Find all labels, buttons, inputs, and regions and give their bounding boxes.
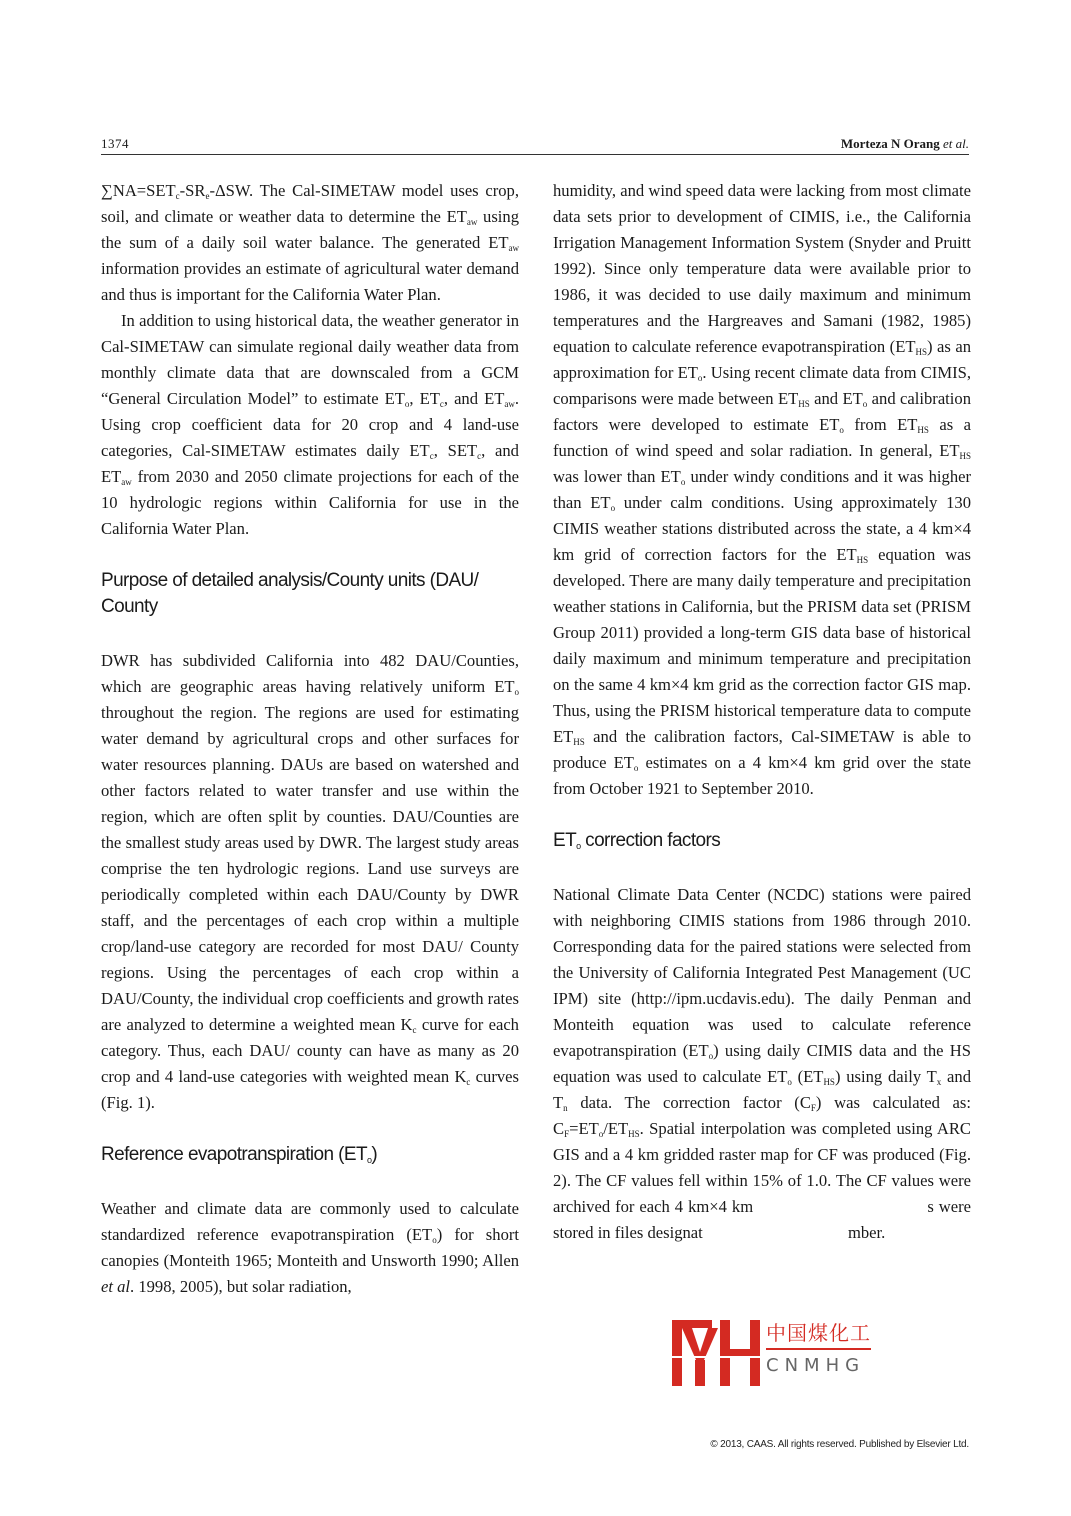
text: curve for each category. Thus, each DAU/ county can have as many as 20 crop and 4 land-use categories with weighted mean K [101,1015,519,1086]
text: estimates on a 4 km×4 km grid over the state from October 1921 to September 2010. [553,753,971,798]
text: In addition to using historical data, the weather generator in Cal-SIMETAW can simulate regional daily weather data from monthly climate data that are downscaled from a GCM “General Circulation Model” to estimate ET [101,311,519,408]
left-column [101,178,519,1300]
subscript: HS [798,399,810,409]
text: -SR [179,181,206,200]
subscript: HS [823,1077,835,1087]
text: =ET [569,1119,599,1138]
text-occluded: s were stored in files designat [553,1197,976,1242]
subscript: o [514,687,519,697]
subscript: x [936,1077,942,1087]
subscript: o [576,841,581,851]
subscript: o [598,1129,604,1139]
subscript: HS [917,425,929,435]
text: , SET [433,441,478,460]
text: and ET [809,389,863,408]
paragraph-sigma-na [101,178,519,308]
running-header [101,134,969,155]
copyright-footer: © 2013, CAAS. All rights reserved. Published by Elsevier Ltd. [710,1439,969,1450]
subscript: F [810,1103,816,1113]
text: , ET [409,389,440,408]
text: throughout the region. The regions are used for estimating water demand by agricultural crops and other surfaces for water resources planning. DAUs are based on watershed and other factors related to water transfer and use within the region, which are often split by counties. DAU/Counties are the smallest study areas used by DWR. The largest study areas comprise the ten hydrologic regions. Land use surveys are periodically completed within each DAU/County by DWR staff, and the percentages of each crop within a multiple crop/land-use category are recorded for most DAU/ County regions. Using the percentages of each crop within a DAU/County, the individual crop coefficients and growth rates are analyzed to determine a weighted mean K [101,703,519,1034]
spacer [101,620,519,648]
spacer [553,854,971,882]
text: from 2030 and 2050 climate projections for each of the 10 hydrologic regions within California for use in the California Water Plan. [101,467,519,538]
subscript: o [680,477,686,487]
text: equation was developed. There are many daily temperature and precipitation weather stations in California, but the PRISM data set (PRISM Group 2011) provided a long-term GIS data base of historical daily maximum and minimum temperature and precipitation on the same 4 km×4 km grid as the correction factor GIS map. Thus, using the PRISM historical temperature data to compute ET [553,545,972,746]
text: . Spatial interpolation was completed using ARC GIS and a 4 km gridded raster map for CF was produced (Fig. 2). The CF values fell within 15% of 1.0. The CF values were archived for each 4 km×4 km [553,1119,971,1216]
text: ) was calculated as: C [553,1093,971,1138]
text: and T [553,1067,971,1112]
paragraph-dau-counties [101,648,519,1116]
spacer [553,802,971,828]
text: /ET [603,1119,629,1138]
spacer [101,1116,519,1142]
subscript: e [205,191,210,201]
subscript: HS [628,1129,640,1139]
text: DWR has subdivided California into 482 DAU/Counties, which are geographic areas having relatively uniform ET [101,651,519,696]
text: Weather and climate data are commonly used to calculate standardized reference evapotranspiration (ET [101,1199,519,1244]
subscript: o [366,1155,372,1165]
text-occluded: mber. [702,1223,886,1242]
subscript: c [466,1077,471,1087]
section-heading-dau-county: Purpose of detailed analysis/County units (DAU/ County [101,570,479,617]
text: , and ET [443,389,505,408]
subscript: n [563,1103,568,1113]
subscript: c [175,191,180,201]
subscript: c [429,451,434,461]
watermark-divider [766,1348,871,1350]
subscript: o [862,399,868,409]
subscript: o [697,373,703,383]
text: ) [371,1144,378,1165]
subscript: aw [508,243,519,253]
text: . Using crop coefficient data for 20 crop and 4 land-use categories, Cal-SIMETAW estimates daily ET [101,389,519,460]
spacer [101,542,519,568]
subscript: c [412,1025,417,1035]
paragraph-ncdc [553,882,976,1246]
text: ET [553,830,577,851]
text: (ET [791,1067,824,1086]
subscript: o [432,1235,437,1245]
text: from ET [843,415,918,434]
section-heading-reference-et [101,1142,519,1168]
subscript: o [610,503,616,513]
text: -ΔSW. The Cal-SIMETAW model uses crop, soil, and climate or weather data to determine the ET [101,181,519,226]
text: . Using recent climate data from CIMIS, comparisons were made between ET [553,363,971,408]
text: information provides an estimate of agricultural water demand and thus is important for the California Water Plan. [101,259,519,304]
subscript: HS [915,347,927,357]
authors-text: Morteza N Orang [840,136,940,151]
text: data. The correction factor (C [567,1093,811,1112]
subscript: HS [856,555,869,565]
paragraph-weather-climate [101,1196,519,1300]
text: was lower than ET [553,467,681,486]
subscript: aw [504,399,515,409]
subscript: F [564,1129,570,1139]
subscript: HS [573,737,585,747]
subscript: HS [959,451,971,461]
text: ) using daily T [834,1067,937,1086]
text: under windy conditions and it was higher than ET [553,467,972,512]
running-authors [841,136,969,152]
text: as a function of wind speed and solar radiation. In general, ET [553,415,971,460]
text: . 1998, 2005), but solar radiation, [130,1277,352,1296]
text: and the calibration factors, Cal-SIMETAW is able to produce ET [553,727,971,772]
text: curves (Fig. 1). [101,1067,519,1112]
text: , and ET [101,441,519,486]
paragraph-cimis [553,178,971,802]
subscript: o [787,1077,792,1087]
cnmhg-watermark [672,1320,932,1386]
text: ) for short canopies (Monteith 1965; Monteith and Unsworth 1990; Allen [101,1225,519,1270]
spacer [101,1168,519,1196]
text: ∑NA=SET [101,181,176,200]
subscript: o [404,399,410,409]
watermark-latin-text: CNMHG [766,1355,866,1376]
page-number: 1374 [101,136,129,151]
subscript: c [477,451,482,461]
subscript: aw [121,477,132,487]
section-heading-eto-correction [553,828,971,854]
subscript: aw [466,217,478,227]
text: ) as an approximation for ET [553,337,971,382]
watermark-chinese-text: 中国煤化工 [766,1321,871,1345]
paragraph-weather-generator [101,308,519,542]
text: humidity, and wind speed data were lacking from most climate data sets prior to development of CIMIS, i.e., the California Irrigation Management Information System (Snyder and Pruitt 1992). Since only temperature data were available prior to 1986, it was decided to use daily maximum and minimum temperatures and the Hargreaves and Samani (1982, 1985) equation to calculate reference evapotranspiration (ET [553,181,971,356]
text: under calm conditions. Using approximately 130 CIMIS weather stations distributed across the state, a 4 km×4 km grid of correction factors for the ET [553,493,971,564]
subscript: o [708,1051,714,1061]
subscript: o [633,763,639,773]
text: correction factors [580,830,721,851]
subscript: o [839,425,844,435]
right-column [553,178,976,1246]
text: using the sum of a daily soil water balance. The generated ET [101,207,519,252]
text: ) using daily CIMIS data and the HS equation was used to calculate ET [553,1041,972,1086]
italic-text: et al [101,1277,131,1296]
text: Reference evapotranspiration (ET [101,1144,367,1165]
subscript: c [439,399,444,409]
text: National Climate Data Center (NCDC) stations were paired with neighboring CIMIS stations from 1986 through 2010. Corresponding data for the paired stations were selected from the University of California Integrated Pest Management (UC IPM) site (http://ipm.ucdavis.edu). The daily Penman and Monteith equation was used to calculate reference evapotranspiration (ET [553,885,971,1060]
authors-etal: et al. [943,136,969,151]
text: and calibration factors were developed to estimate ET [553,389,971,434]
mh-logo-icon [672,1320,760,1386]
